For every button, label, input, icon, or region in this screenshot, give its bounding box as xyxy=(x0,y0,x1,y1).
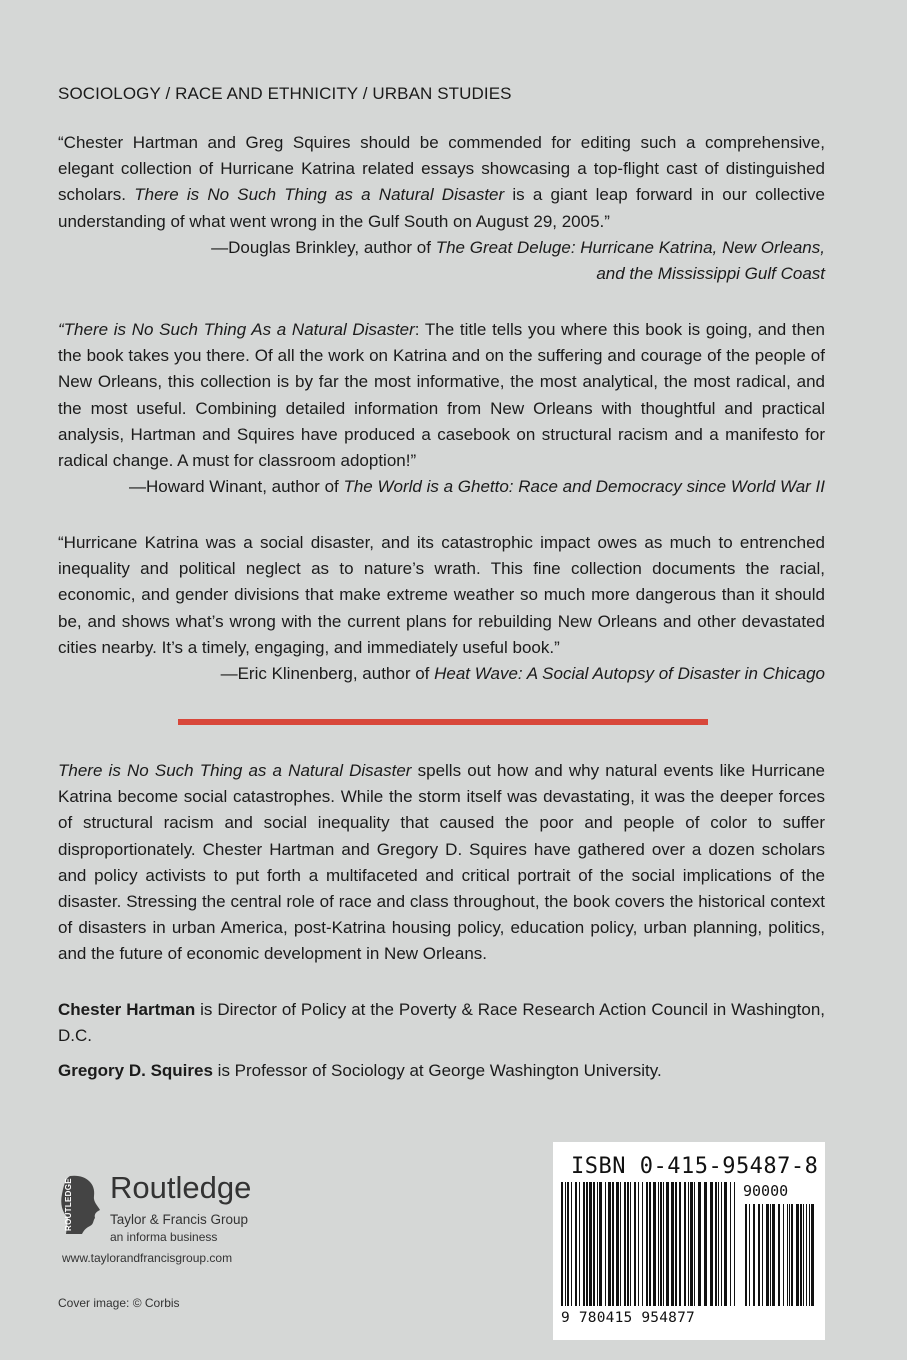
quote-title-italic: “There is No Such Thing As a Natural Disaster xyxy=(58,320,415,339)
quote-title-italic: There is No Such Thing as a Natural Disaster xyxy=(134,185,505,205)
routledge-head-icon xyxy=(58,1174,102,1236)
editor-bio-2 xyxy=(58,1058,825,1084)
editor-bio-text: is Professor of Sociology at George Washington University. xyxy=(212,1061,662,1080)
cover-credit: Cover image: © Corbis xyxy=(58,1296,180,1310)
quote-attribution xyxy=(58,235,825,261)
endorsement-quote-2 xyxy=(58,317,825,500)
attribution-work: and the Mississippi Gulf Coast xyxy=(596,264,825,284)
attribution-author: —Douglas Brinkley, author of xyxy=(211,237,436,257)
quote-text xyxy=(58,130,825,235)
editor-name: Gregory D. Squires xyxy=(58,1061,213,1080)
quote-text-part: “Chester Hartman and Greg Squires should be commended for editing such a comprehensive, elegant collection of Hurricane Katrina related essays showcasing a top-flight cast of distinguished scholars. xyxy=(58,133,825,205)
attribution-work: Heat Wave: A Social Autopsy of Disaster in Chicago xyxy=(434,664,825,684)
barcode-digits: 9 780415 954877 xyxy=(561,1310,695,1326)
description-title: There is No Such Thing as a Natural Disaster xyxy=(58,761,412,780)
quote-text-part: is a giant leap forward in our collective understanding of what went wrong in the Gulf South on August 29, 2005.” xyxy=(58,185,825,231)
category-label: SOCIOLOGY / RACE AND ETHNICITY / URBAN STUDIES xyxy=(58,84,512,103)
red-divider xyxy=(178,719,708,725)
attribution-work: The Great Deluge: Hurricane Katrina, New Orleans, xyxy=(435,237,825,257)
editor-bio-text: is Director of Policy at the Poverty & Race Research Action Council in Washington, D.C. xyxy=(58,1000,825,1046)
attribution-work: The World is a Ghetto: Race and Democracy since World War II xyxy=(343,477,825,497)
editor-bio-1 xyxy=(58,997,825,1049)
quote-text xyxy=(58,317,825,474)
quote-attribution xyxy=(58,474,825,500)
description-text: spells out how and why natural events like Hurricane Katrina become social catastrophes. While the storm itself was devastating, it was the deeper forces of structural racism and social inequality that caused the poor and people of color to suffer disproportionately. Chester Hartman and Gregory D. Squires have gathered over a dozen scholars and policy activists to put forth a multifaceted and critical portrait of the social implications of the disaster. Stressing the central role of race and class throughout, the book covers the historical context of disasters in urban America, post-Katrina housing policy, education policy, urban planning, politics, and the future of economic development in New Orleans. xyxy=(58,761,825,964)
publisher-subtitle: an informa business xyxy=(110,1230,218,1244)
attribution-author: —Eric Klinenberg, author of xyxy=(220,664,435,684)
editor-name: Chester Hartman xyxy=(58,1000,196,1019)
price-code: 90000 xyxy=(743,1182,789,1200)
barcode-bars xyxy=(559,1182,819,1310)
isbn-barcode xyxy=(553,1142,825,1340)
endorsement-quote-3 xyxy=(58,530,825,687)
quote-attribution-line2 xyxy=(58,261,825,287)
routledge-vertical-mark: ROUTLEDGE xyxy=(64,1178,73,1231)
quote-attribution xyxy=(58,661,825,687)
attribution-author: —Howard Winant, author of xyxy=(128,477,344,497)
publisher-website: www.taylorandfrancisgroup.com xyxy=(62,1251,233,1265)
publisher-group: Taylor & Francis Group xyxy=(110,1212,249,1227)
book-description xyxy=(58,758,825,968)
publisher-name: Routledge xyxy=(110,1170,252,1205)
endorsement-quote-1 xyxy=(58,130,825,287)
quote-text-part: : The title tells you where this book is going, and then the book takes you there. Of all the work on Katrina and on the suffering and courage of the people of New Orleans, this collection is by far the most informative, the most analytical, the most radical, and the most useful. Combining detailed information from New Orleans with thoughtful and practical analysis, Hartman and Squires have produced a casebook on structural racism and a manifesto for radical change. A must for classroom adoption!” xyxy=(58,320,825,471)
isbn-label: ISBN 0-415-95487-8 xyxy=(571,1154,819,1179)
quote-text: “Hurricane Katrina was a social disaster, and its catastrophic impact owes as much to entrenched inequality and political neglect as to nature’s wrath. This fine collection documents the racial, economic, and gender divisions that make extreme weather so much more dangerous than it should be, and shows what’s wrong with the current plans for rebuilding New Orleans and other devastated cities nearby. It’s a timely, engaging, and immediately useful book.” xyxy=(58,533,825,657)
